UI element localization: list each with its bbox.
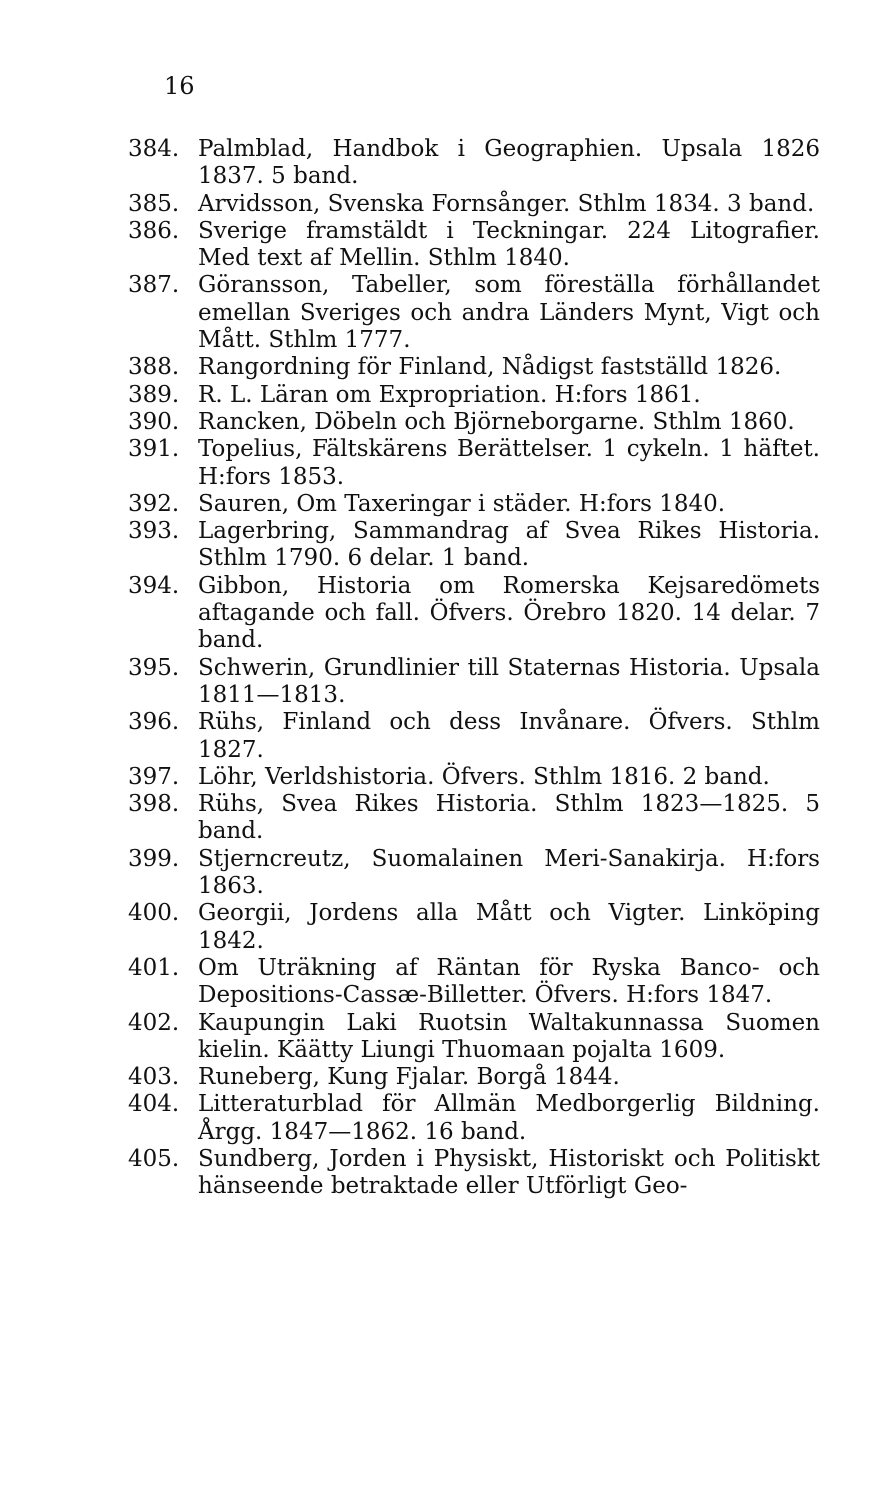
entry-text: Sauren, Om Taxeringar i städer. H:fors 1840. xyxy=(198,490,726,517)
entry-number: 397. xyxy=(128,763,180,790)
entry-number: 405. xyxy=(128,1145,180,1172)
entry-number: 395. xyxy=(128,654,180,681)
entry-number: 400. xyxy=(128,900,180,927)
catalogue-entry-392 xyxy=(128,491,820,518)
entry-text: Rühs, Svea Rikes Historia. Sthlm 1823—1825. 5 band. xyxy=(198,791,820,845)
entry-text: Rangordning för Finland, Nådigst fastställd 1826. xyxy=(198,354,782,381)
entry-number: 404. xyxy=(128,1091,180,1118)
entry-number: 393. xyxy=(128,518,180,545)
entry-number: 403. xyxy=(128,1064,180,1091)
entry-text: Löhr, Verldshistoria. Öfvers. Sthlm 1816. 2 band. xyxy=(198,763,770,790)
catalogue-entry-386 xyxy=(128,218,820,273)
catalogue-entries xyxy=(128,136,820,1201)
entry-text: Sverige framstäldt i Teckningar. 224 Litografier. Med text af Mellin. Sthlm 1840. xyxy=(198,217,820,272)
entry-number: 394. xyxy=(128,572,180,599)
entry-text: Stjerncreutz, Suomalainen Meri-Sanakirja. H:fors 1863. xyxy=(198,845,820,900)
entry-number: 386. xyxy=(128,217,180,244)
entry-number: 384. xyxy=(128,136,180,162)
catalogue-entry-396 xyxy=(128,709,820,764)
entry-number: 390. xyxy=(128,408,180,435)
catalogue-entry-389 xyxy=(128,382,820,409)
entry-number: 396. xyxy=(128,709,180,736)
catalogue-entry-388 xyxy=(128,354,820,381)
entry-text: Gibbon, Historia om Romerska Kejsaredömets aftagande och fall. Öfvers. Örebro 1820. 14 delar. 7 band. xyxy=(198,572,820,654)
catalogue-entry-402 xyxy=(128,1010,820,1065)
entry-text: Topelius, Fältskärens Berättelser. 1 cykeln. 1 häftet. H:fors 1853. xyxy=(198,436,820,490)
entry-text: Rancken, Döbeln och Björneborgarne. Sthlm 1860. xyxy=(198,408,795,435)
catalogue-entry-404 xyxy=(128,1091,820,1146)
entry-text: Kaupungin Laki Ruotsin Waltakunnassa Suomen kielin. Käätty Liungi Thuomaan pojalta 1609. xyxy=(198,1009,820,1063)
entry-number: 392. xyxy=(128,490,180,517)
entry-number: 391. xyxy=(128,436,180,463)
entry-text: Palmblad, Handbok i Geographien. Upsala 1826 1837. 5 band. xyxy=(198,136,820,190)
entry-text: Sundberg, Jorden i Physiskt, Historiskt och Politiskt hänseende betraktade eller Utförligt Geo- xyxy=(198,1145,820,1200)
entry-text: R. L. Läran om Expropriation. H:fors 1861. xyxy=(198,381,701,408)
entry-number: 388. xyxy=(128,354,180,381)
catalogue-entry-400 xyxy=(128,900,820,955)
catalogue-entry-390 xyxy=(128,409,820,436)
entry-number: 402. xyxy=(128,1009,180,1036)
entry-text: Runeberg, Kung Fjalar. Borgå 1844. xyxy=(198,1064,620,1091)
entry-text: Göransson, Tabeller, som föreställa förhållandet emellan Sveriges och andra Länders Mynt, Vigt och Mått. Sthlm 1777. xyxy=(198,272,820,354)
catalogue-entry-398 xyxy=(128,791,820,846)
catalogue-entry-384 xyxy=(128,136,820,191)
entry-text: Litteraturblad för Allmän Medborgerlig Bildning. Årgg. 1847—1862. 16 band. xyxy=(198,1091,820,1145)
entry-text: Georgii, Jordens alla Mått och Vigter. Linköping 1842. xyxy=(198,900,820,954)
catalogue-entry-393 xyxy=(128,518,820,573)
entry-number: 401. xyxy=(128,954,180,981)
entry-number: 387. xyxy=(128,272,180,299)
catalogue-entry-401 xyxy=(128,955,820,1010)
entry-text: Rühs, Finland och dess Invånare. Öfvers. Sthlm 1827. xyxy=(198,709,820,763)
entry-text: Om Uträkning af Räntan för Ryska Banco- och Depositions-Cassæ-Billetter. Öfvers. H:fors 1847. xyxy=(198,954,820,1009)
entry-number: 399. xyxy=(128,845,180,872)
catalogue-entry-387 xyxy=(128,272,820,354)
catalogue-entry-399 xyxy=(128,846,820,901)
catalogue-entry-405 xyxy=(128,1146,820,1201)
catalogue-entry-395 xyxy=(128,655,820,710)
catalogue-entry-403 xyxy=(128,1064,820,1091)
entry-text: Arvidsson, Svenska Fornsånger. Sthlm 1834. 3 band. xyxy=(198,190,815,217)
catalogue-entry-394 xyxy=(128,573,820,655)
entry-number: 389. xyxy=(128,381,180,408)
catalogue-entry-391 xyxy=(128,436,820,491)
catalogue-entry-385 xyxy=(128,191,820,218)
entry-text: Schwerin, Grundlinier till Staternas Historia. Upsala 1811—1813. xyxy=(198,654,820,708)
catalogue-entry-397 xyxy=(128,764,820,791)
entry-text: Lagerbring, Sammandrag af Svea Rikes Historia. Sthlm 1790. 6 delar. 1 band. xyxy=(198,518,820,572)
entry-number: 398. xyxy=(128,791,180,818)
page-number: 16 xyxy=(164,72,195,100)
entry-number: 385. xyxy=(128,190,180,217)
